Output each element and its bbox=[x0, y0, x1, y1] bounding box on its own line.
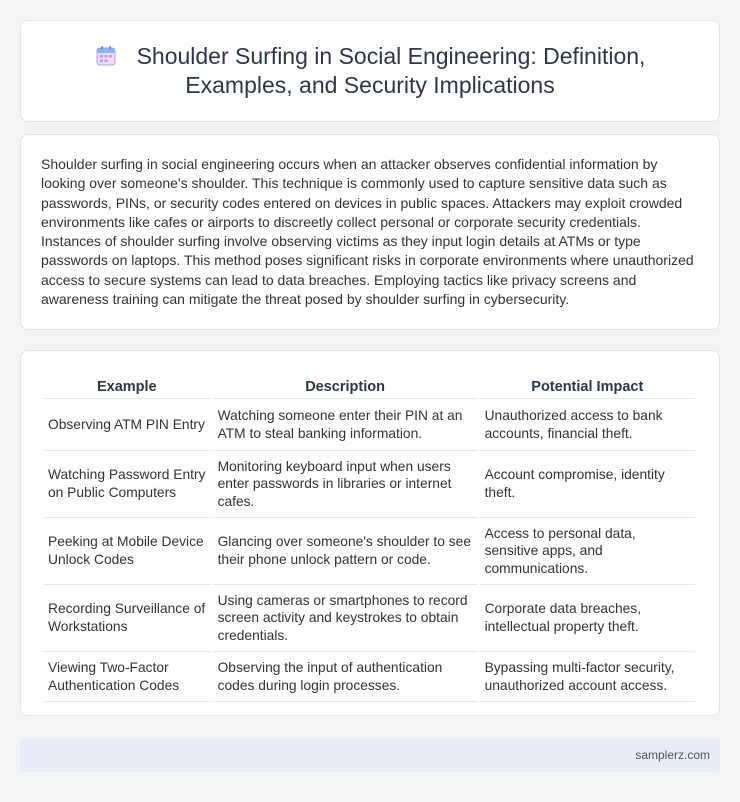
summary-paragraph: Shoulder surfing in social engineering occurs when an attacker observes confidential information by looking over someone's shoulder. This technique is commonly used to capture sensitive data such as passwords, PINs, or security codes entered on devices in public spaces. Attackers may exploit crowded environments like cafes or airports to discreetly collect personal or corporate security credentials. Instances of shoulder surfing involve observing victims as they input login details at ATMs or type passwords on laptops. This method poses significant risks in corporate environments where unauthorized access to secure systems can lead to data breaches. Employing tactics like privacy screens and awareness training can mitigate the threat posed by shoulder surfing in cybersecurity. bbox=[41, 156, 694, 308]
cell-example: Observing ATM PIN Entry bbox=[43, 399, 211, 451]
column-header-impact: Potential Impact bbox=[480, 369, 695, 399]
cell-impact: Account compromise, identity theft. bbox=[480, 451, 695, 518]
cell-example: Viewing Two-Factor Authentication Codes bbox=[43, 652, 211, 702]
column-header-description: Description bbox=[213, 369, 478, 399]
title-wrap bbox=[21, 21, 719, 121]
cell-example: Peeking at Mobile Device Unlock Codes bbox=[43, 518, 211, 585]
cell-description: Watching someone enter their PIN at an ATM to steal banking information. bbox=[213, 399, 478, 451]
cell-impact: Unauthorized access to bank accounts, financial theft. bbox=[480, 399, 695, 451]
table-row bbox=[43, 451, 695, 518]
table-header-row bbox=[43, 369, 695, 399]
table-card bbox=[20, 350, 720, 716]
footer-site-link[interactable]: samplerz.com bbox=[635, 748, 710, 762]
page-title bbox=[61, 42, 679, 100]
title-card bbox=[20, 20, 720, 122]
column-header-example: Example bbox=[43, 369, 211, 399]
examples-table bbox=[41, 369, 697, 702]
summary-card bbox=[20, 134, 720, 330]
cell-impact: Access to personal data, sensitive apps, and communications. bbox=[480, 518, 695, 585]
table-row bbox=[43, 652, 695, 702]
table-row bbox=[43, 399, 695, 451]
cell-impact: Bypassing multi-factor security, unauthorized account access. bbox=[480, 652, 695, 702]
footer-bar bbox=[20, 738, 720, 772]
cell-description: Using cameras or smartphones to record screen activity and keystrokes to obtain credentials. bbox=[213, 585, 478, 652]
page-title-text: Shoulder Surfing in Social Engineering: Definition, Examples, and Security Implications bbox=[136, 43, 646, 98]
table-row bbox=[43, 518, 695, 585]
cell-impact: Corporate data breaches, intellectual property theft. bbox=[480, 585, 695, 652]
cell-description: Monitoring keyboard input when users enter passwords in libraries or internet cafes. bbox=[213, 451, 478, 518]
table-row bbox=[43, 585, 695, 652]
cell-example: Watching Password Entry on Public Computers bbox=[43, 451, 211, 518]
cell-description: Observing the input of authentication codes during login processes. bbox=[213, 652, 478, 702]
cell-example: Recording Surveillance of Workstations bbox=[43, 585, 211, 652]
cell-description: Glancing over someone's shoulder to see their phone unlock pattern or code. bbox=[213, 518, 478, 585]
calendar-icon bbox=[95, 45, 117, 67]
